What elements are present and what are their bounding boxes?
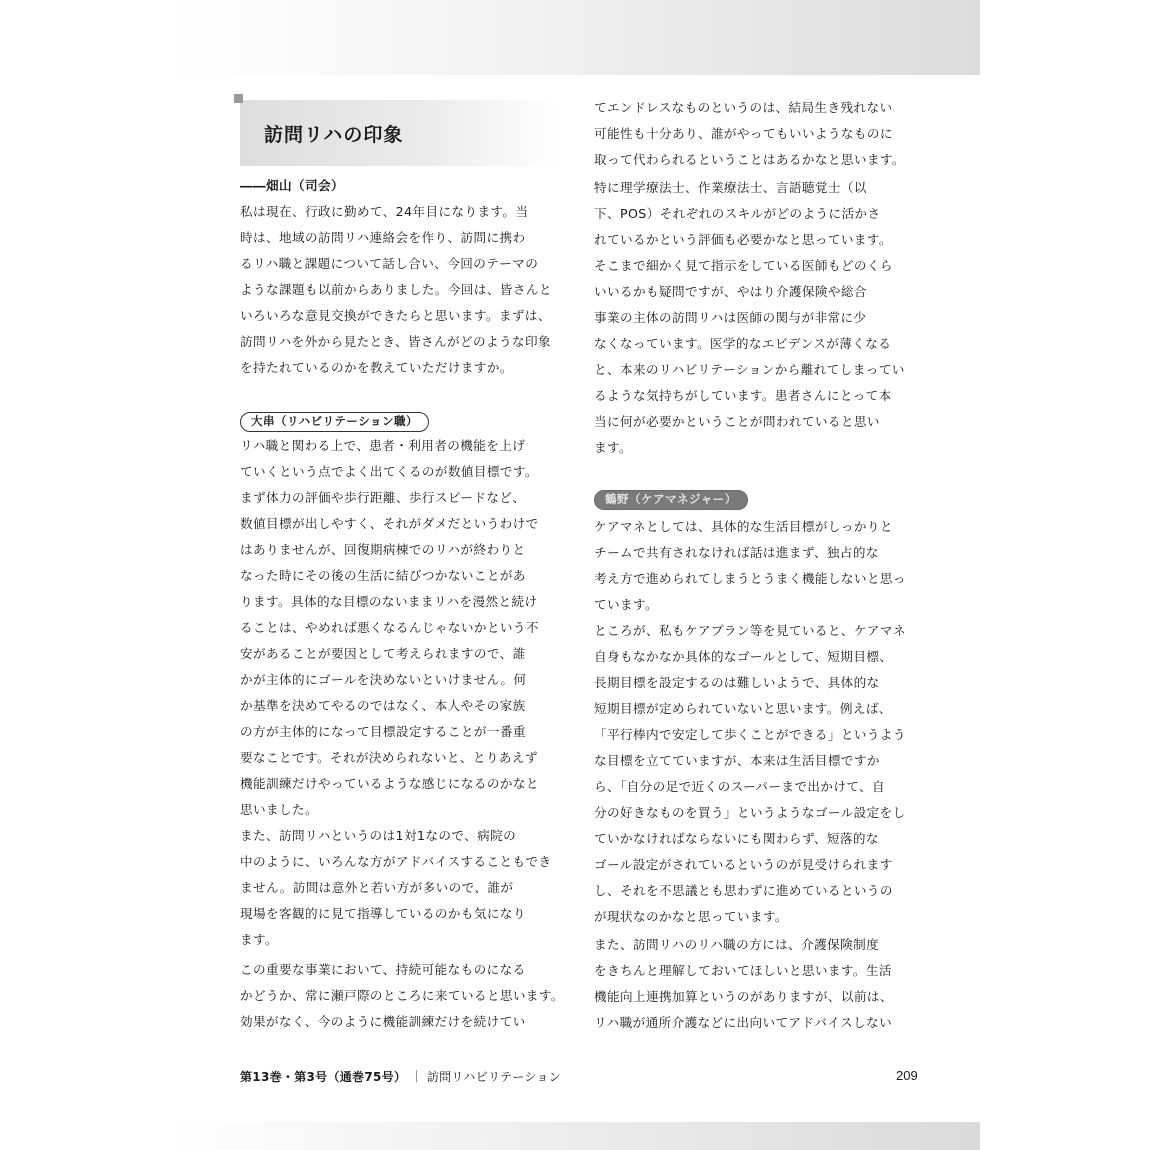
text-line: この重要な事業において、持続可能なものになる (240, 962, 526, 977)
title-corner-marker (234, 94, 243, 103)
text-line: し、それを不思議とも思わずに進めているというの (594, 883, 893, 898)
text-line: いいるかも疑問ですが、やはり介護保険や総合 (594, 284, 867, 299)
text-line: 事業の主体の訪問リハは医師の関与が非常に少 (594, 310, 867, 325)
text-line: 当に何が必要かということが問われていると思い (594, 414, 880, 429)
text-line: ます。 (240, 932, 278, 947)
text-line: ていかなければならないにも関わらず、短落的な (594, 831, 879, 846)
text-line: と、本来のリハビリテーションから離れてしまってい (594, 362, 905, 377)
text-line: リハ職と関わる上で、患者・利用者の機能を上げ (240, 438, 526, 453)
text-line: な目標を立てていますが、本来は生活目標ですか (594, 753, 880, 768)
text-line: 分の好きなものを買う」というようなゴール設定をし (594, 805, 906, 820)
text-line: いろいろな意見交換ができたらと思います。まずは、 (240, 308, 551, 323)
page-number: 209 (896, 1068, 918, 1083)
footer-separator: ｜ (410, 1070, 423, 1084)
text-line: を持たれているのかを教えていただけますか。 (240, 360, 513, 375)
text-line: 思いました。 (240, 802, 318, 817)
footer-gradient-band (168, 1122, 980, 1150)
text-line: また、訪問リハというのは1対1なので、病院の (240, 828, 517, 843)
text-line: 現場を客観的に見て指導しているのかも気になり (240, 906, 526, 921)
text-line: れているかという評価も必要かなと思っています。 (594, 232, 892, 247)
text-line: チームで共有されなければ話は進まず、独占的な (594, 545, 879, 560)
text-line: ています。 (594, 597, 658, 612)
footer-volume: 第13巻・第3号（通巻75号） (240, 1070, 407, 1084)
text-line: ゴール設定がされているというのが見受けられます (594, 857, 893, 872)
text-line: そこまで細かく見て指示をしている医師もどのくら (594, 258, 893, 273)
text-line: 長期目標を設定するのは難しいようで、具体的な (594, 675, 880, 690)
text-line: はありませんが、回復期病棟でのリハが終わりと (240, 542, 526, 557)
text-line: 安があることが要因として考えられますので、誰 (240, 646, 526, 661)
text-line: ません。訪問は意外と若い方が多いので、誰が (240, 880, 514, 895)
text-line: かどうか、常に瀬戸際のところに来ていると思います。 (240, 988, 564, 1003)
text-line: が現状なのかなと思っています。 (594, 909, 788, 924)
text-line: リハ職が通所介護などに出向いてアドバイスしない (594, 1015, 893, 1030)
article-title: 訪問リハの印象 (264, 124, 404, 146)
text-line: かが主体的にゴールを決めないといけません。何 (240, 672, 527, 687)
speaker-tag: 鶴野（ケアマネジャー） (594, 490, 748, 510)
text-line: ような課題も以前からありました。今回は、皆さんと (240, 282, 552, 297)
text-line: か基準を決めてやるのではなく、本人やその家族 (240, 698, 526, 713)
footer-journal-name: 訪問リハビリテーション (426, 1070, 562, 1084)
text-line: また、訪問リハのリハ職の方には、介護保険制度 (594, 937, 880, 952)
text-line: 要なことです。それが決められないと、とりあえず (240, 750, 538, 765)
text-line: 効果がなく、今のように機能訓練だけを続けてい (240, 1014, 526, 1029)
text-line: 可能性も十分あり、誰がやってもいいようなものに (594, 126, 893, 141)
text-line: ケアマネとしては、具体的な生活目標がしっかりと (594, 519, 893, 534)
text-line: 考え方で進められてしまうとうまく機能しないと思っ (594, 571, 906, 586)
text-line: 訪問リハを外から見たとき、皆さんがどのような印象 (240, 334, 551, 349)
speaker-tag: 大串（リハビリテーション職） (240, 412, 429, 432)
text-line: をきちんと理解しておいてほしいと思います。生活 (594, 963, 892, 978)
text-line: 私は現在、行政に勤めて、24年目になります。当 (240, 204, 529, 219)
text-line: 「平行棒内で安定して歩くことができる」というよう (594, 727, 906, 742)
text-line: 特に理学療法士、作業療法士、言語聴覚士（以 (594, 180, 867, 195)
text-line: ていくという点でよく出てくるのが数値目標です。 (240, 464, 538, 479)
text-line: るリハ職と課題について話し合い、今回のテーマの (240, 256, 539, 271)
text-line: ります。具体的な目標のないままリハを漫然と続け (240, 594, 538, 609)
text-line: まず体力の評価や歩行距離、歩行スピードなど、 (240, 490, 526, 505)
text-line: 下、POS）それぞれのスキルがどのように活かさ (594, 206, 881, 221)
text-line: 中のように、いろんな方がアドバイスすることもでき (240, 854, 552, 869)
footer-journal-info (240, 1068, 561, 1085)
text-line: ところが、私もケアプラン等を見ていると、ケアマネ (594, 623, 906, 638)
text-line: ら、「自分の足で近くのスーパーまで出かけて、自 (594, 779, 886, 794)
header-gradient-band (168, 0, 980, 75)
text-line: 機能向上連携加算というのがありますが、以前は、 (594, 989, 893, 1004)
text-line: てエンドレスなものというのは、結局生き残れない (594, 100, 893, 115)
text-line: 短期目標が定められていないと思います。例えば、 (594, 701, 892, 716)
text-line: るような気持ちがしています。患者さんにとって本 (594, 388, 892, 403)
text-line: 取って代わられるということはあるかなと思います。 (594, 152, 905, 167)
text-line: ることは、やめれば悪くなるんじゃないかという不 (240, 620, 539, 635)
text-line: 自身もなかなか具体的なゴールとして、短期目標、 (594, 649, 893, 664)
text-line: の方が主体的になって目標設定することが一番重 (240, 724, 526, 739)
text-line: 機能訓練だけやっているような感じになるのかなと (240, 776, 539, 791)
text-line: なった時にその後の生活に結びつかないことがあ (240, 568, 526, 583)
text-line: 時は、地域の訪問リハ連絡会を作り、訪問に携わ (240, 230, 526, 245)
text-line: 数値目標が出しやすく、それがダメだというわけで (240, 516, 539, 531)
text-line: ます。 (594, 440, 632, 455)
speaker-label: ――畑山（司会） (240, 178, 344, 193)
text-line: なくなっています。医学的なエビデンスが薄くなる (594, 336, 892, 351)
